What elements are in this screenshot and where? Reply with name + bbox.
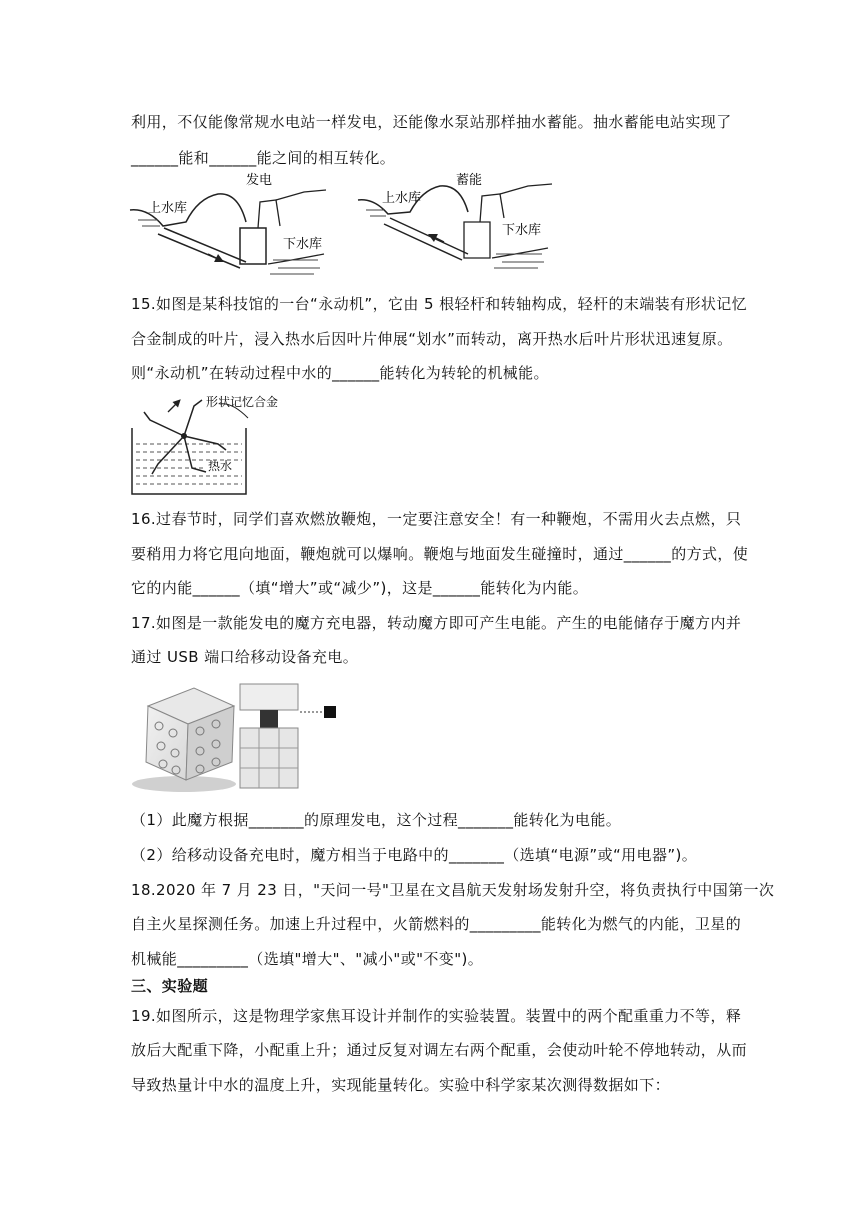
fig-label-hot-water: 热水	[208, 459, 233, 473]
q19-line-2: 放后大配重下降，小配重上升；通过反复对调左右两个配重，会使动叶轮不停地转动，从而	[131, 1041, 748, 1059]
fig-label-upper-reservoir: 上水库	[382, 191, 422, 206]
section-heading-experiment: 三、实验题	[131, 977, 209, 995]
cube-left	[146, 688, 234, 780]
fig-label-shape-memory-alloy: 形状记忆合金	[206, 395, 278, 409]
pumped-storage-generating-figure	[128, 168, 328, 278]
fig-label-upper-reservoir: 上水库	[148, 201, 188, 216]
q17-sub-1: （1）此魔方根据_______的原理发电，这个过程_______能转化为电能。	[131, 811, 622, 829]
q17-sub-2: （2）给移动设备充电时，魔方相当于电路中的_______（选填“电源”或“用电器”)。	[131, 846, 698, 864]
fig-title-generating: 发电	[246, 173, 273, 188]
q14-line-2: ______能和______能之间的相互转化。	[131, 149, 396, 167]
fig-title-storing: 蓄能	[456, 173, 483, 188]
q19-line-3: 导致热量计中水的温度上升，实现能量转化。实验中科学家某次测得数据如下：	[131, 1076, 671, 1094]
q18-line-1: 18.2020 年 7 月 23 日，"天问一号"卫星在文昌航天发射场发射升空，将负责执行中国第一次	[131, 881, 775, 899]
fig-label-lower-reservoir: 下水库	[283, 237, 323, 252]
q19-line-1: 19.如图所示，这是物理学家焦耳设计并制作的实验装置。装置中的两个配重重力不等，释	[131, 1007, 742, 1025]
q16-line-2: 要稍用力将它甩向地面，鞭炮就可以爆响。鞭炮与地面发生碰撞时，通过______的方式，使	[131, 545, 749, 563]
perpetual-motion-figure	[128, 388, 278, 498]
q17-line-2: 通过 USB 端口给移动设备充电。	[131, 648, 359, 666]
rubiks-cube-charger-photo	[128, 676, 348, 796]
q15-line-3: 则“永动机”在转动过程中水的______能转化为转轮的机械能。	[131, 364, 549, 382]
pumped-storage-storing-figure	[356, 168, 556, 278]
q15-line-1: 15.如图是某科技馆的一台“永动机”，它由 5 根轻杆和转轴构成，轻杆的末端装有形状记忆	[131, 295, 748, 313]
q16-line-3: 它的内能______（填“增大”或“减少”)，这是______能转化为内能。	[131, 579, 589, 597]
q16-line-1: 16.过春节时，同学们喜欢燃放鞭炮，一定要注意安全！有一种鞭炮，不需用火去点燃，只	[131, 510, 742, 528]
q18-line-3: 机械能_________（选填"增大"、"减小"或"不变")。	[131, 950, 484, 968]
q18-line-2: 自主火星探测任务。加速上升过程中，火箭燃料的_________能转化为燃气的内能，卫星的	[131, 915, 742, 933]
q17-line-1: 17.如图是一款能发电的魔方充电器，转动魔方即可产生电能。产生的电能储存于魔方内并	[131, 614, 742, 632]
cube-exploded-view	[240, 684, 336, 788]
q15-line-2: 合金制成的叶片，浸入热水后因叶片伸展“划水”而转动，离开热水后叶片形状迅速复原。	[131, 330, 733, 348]
fig-label-lower-reservoir: 下水库	[502, 223, 542, 238]
q14-line-1: 利用，不仅能像常规水电站一样发电，还能像水泵站那样抽水蓄能。抽水蓄能电站实现了	[131, 113, 732, 131]
